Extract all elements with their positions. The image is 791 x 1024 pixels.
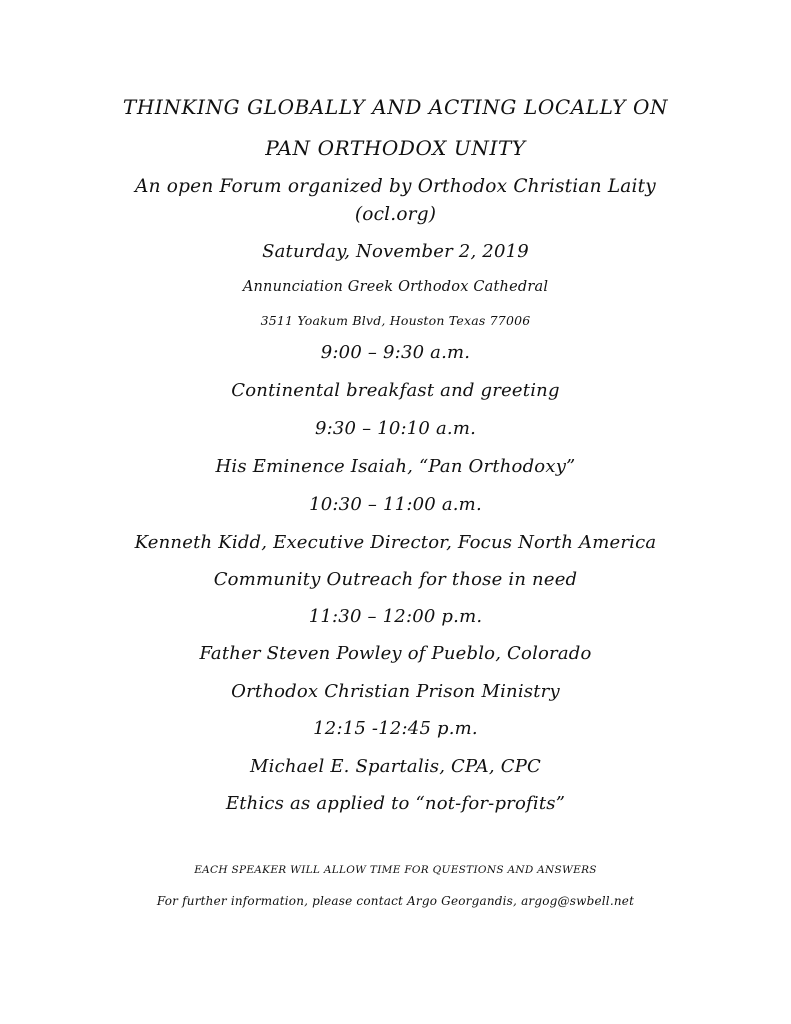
schedule-item-2: His Eminence Isaiah, “Pan Orthodoxy”	[215, 456, 576, 477]
schedule-item-1: Continental breakfast and greeting	[231, 380, 560, 401]
event-address: 3511 Yoakum Blvd, Houston Texas 77006	[260, 313, 531, 328]
schedule-item-3b: Community Outreach for those in need	[213, 569, 578, 590]
subtitle-line-1: An open Forum organized by Orthodox Christian Laity	[135, 176, 656, 197]
schedule-item-5b: Ethics as applied to “not-for-profits”	[225, 793, 566, 814]
schedule-time-4: 11:30 – 12:00 p.m.	[308, 606, 483, 627]
schedule-item-5a: Michael E. Spartalis, CPA, CPC	[250, 756, 541, 777]
event-venue: Annunciation Greek Orthodox Cathedral	[242, 279, 549, 295]
title-line-2: PAN ORTHODOX UNITY	[265, 136, 526, 160]
schedule-item-4a: Father Steven Powley of Pueblo, Colorado	[199, 643, 592, 664]
subtitle-line-2: (ocl.org)	[354, 204, 437, 225]
schedule-item-4b: Orthodox Christian Prison Ministry	[231, 681, 560, 702]
footer-notice: EACH SPEAKER WILL ALLOW TIME FOR QUESTIONS AND ANSWERS	[194, 864, 597, 876]
schedule-time-3: 10:30 – 11:00 a.m.	[309, 494, 482, 515]
title-line-1: THINKING GLOBALLY AND ACTING LOCALLY ON	[122, 95, 669, 119]
schedule-time-1: 9:00 – 9:30 a.m.	[320, 342, 471, 363]
schedule-time-2: 9:30 – 10:10 a.m.	[314, 418, 477, 439]
schedule-time-5: 12:15 -12:45 p.m.	[313, 718, 478, 739]
schedule-item-3a: Kenneth Kidd, Executive Director, Focus North America	[134, 532, 657, 553]
footer-contact: For further information, please contact Argo Georgandis, argog@swbell.net	[156, 894, 635, 908]
event-date: Saturday, November 2, 2019	[262, 241, 529, 262]
